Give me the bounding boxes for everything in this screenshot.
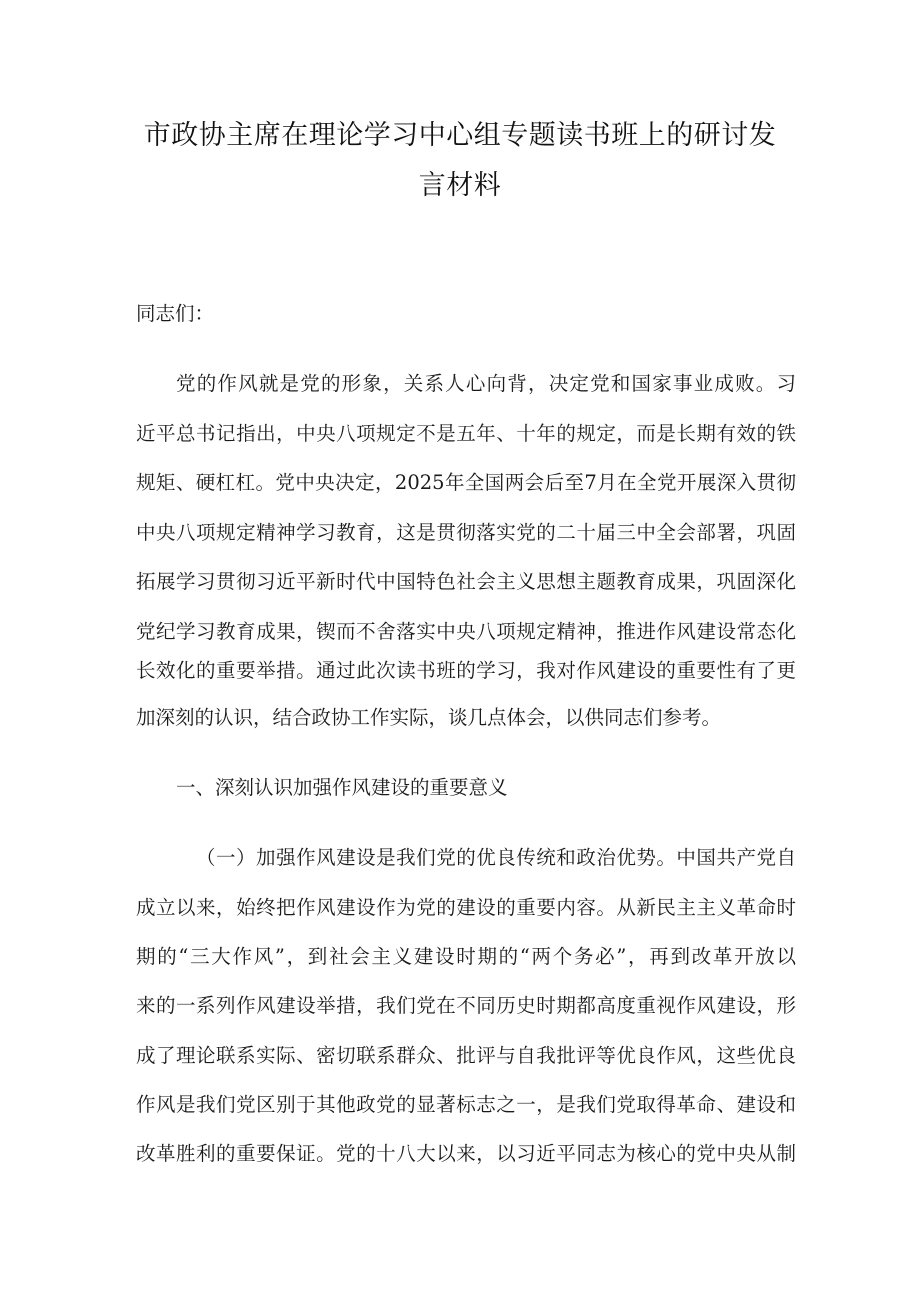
paragraph-1-line: 中央八项规定精神学习教育，这是贯彻落实党的二十届三中全会部署，巩固 <box>136 521 796 544</box>
document-title-line-1: 市政协主席在理论学习中心组专题读书班上的研讨发 <box>143 120 777 151</box>
paragraph-1-line: 规矩、硬杠杠。党中央决定，2025年全国两会后至7月在全党开展深入贯彻 <box>136 471 796 494</box>
paragraph-2-line: 期的“三大作风”，到社会主义建设时期的“两个务必”，再到改革开放以 <box>136 945 796 968</box>
paragraph-2-line: 成立以来，始终把作风建设作为党的建设的重要内容。从新民主主义革命时 <box>136 896 796 919</box>
paragraph-1-line: 拓展学习贯彻习近平新时代中国特色社会主义思想主题教育成果，巩固深化 <box>136 570 796 593</box>
paragraph-1-line: 党纪学习教育成果，锲而不舍落实中央八项规定精神，推进作风建设常态化 <box>136 620 796 643</box>
paragraph-2-line: 改革胜利的重要保证。党的十八大以来，以习近平同志为核心的党中央从制 <box>136 1142 796 1165</box>
paragraph-1-line: 加深刻的认识，结合政协工作实际，谈几点体会，以供同志们参考。 <box>136 706 722 729</box>
paragraph-2-line: 成了理论联系实际、密切联系群众、批评与自我批评等优良作风，这些优良 <box>136 1044 796 1067</box>
paragraph-1-line: 近平总书记指出，中央八项规定不是五年、十年的规定，而是长期有效的铁 <box>136 422 796 445</box>
paragraph-2-line: 来的一系列作风建设举措，我们党在不同历史时期都高度重视作风建设，形 <box>136 994 796 1017</box>
paragraph-1-line: 长效化的重要举措。通过此次读书班的学习，我对作风建设的重要性有了更 <box>136 659 796 682</box>
paragraph-2-line: 作风是我们党区别于其他政党的显著标志之一，是我们党取得革命、建设和 <box>136 1093 796 1116</box>
paragraph-1-line: 党的作风就是党的形象，关系人心向背，决定党和国家事业成败。习 <box>176 372 796 395</box>
paragraph-2-line: （一）加强作风建设是我们党的优良传统和政治优势。中国共产党自 <box>196 846 796 869</box>
document-title-line-2: 言材料 <box>418 170 502 201</box>
section-heading-1: 一、深刻认识加强作风建设的重要意义 <box>176 776 508 799</box>
salutation: 同志们： <box>136 302 215 325</box>
